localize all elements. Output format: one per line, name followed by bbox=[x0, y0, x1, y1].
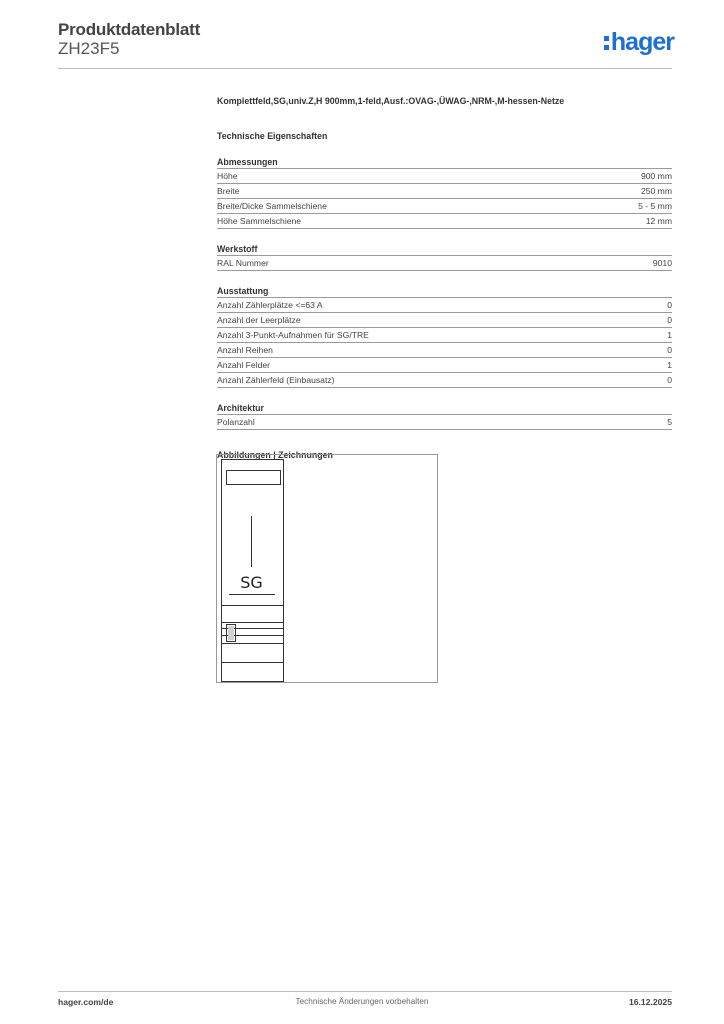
footer-notice: Technische Änderungen vorbehalten bbox=[295, 997, 429, 1006]
footer-date: 16.12.2025 bbox=[628, 997, 672, 1007]
row-label: Breite bbox=[217, 186, 240, 196]
drawing-label: SG bbox=[240, 573, 263, 592]
row-label: RAL Nummer bbox=[217, 258, 269, 268]
row-value: 250 mm bbox=[640, 186, 672, 196]
row-value: 12 mm bbox=[645, 216, 672, 226]
panel-drawing bbox=[217, 455, 439, 684]
footer-divider bbox=[58, 991, 672, 992]
row-label: Höhe Sammelschiene bbox=[217, 216, 302, 226]
table-row bbox=[217, 298, 672, 313]
product-drawing bbox=[216, 454, 438, 683]
row-label: Anzahl der Leerplätze bbox=[217, 315, 301, 325]
table-row bbox=[217, 328, 672, 343]
row-value: 0 bbox=[667, 345, 672, 355]
group-dimensions bbox=[217, 157, 672, 229]
group-title: Werkstoff bbox=[217, 244, 672, 256]
group-title: Ausstattung bbox=[217, 286, 672, 298]
page-title: Produktdatenblatt bbox=[58, 20, 201, 39]
row-value: 1 bbox=[667, 330, 672, 340]
group-equipment bbox=[217, 286, 672, 388]
logo-dots-icon bbox=[604, 34, 609, 52]
table-row bbox=[217, 199, 672, 214]
table-row bbox=[217, 313, 672, 328]
panel-outline bbox=[222, 460, 284, 682]
row-label: Höhe bbox=[217, 171, 238, 181]
property-groups bbox=[217, 157, 672, 430]
datasheet-content bbox=[217, 96, 672, 460]
row-value: 5 - 5 mm bbox=[638, 201, 672, 211]
row-label: Anzahl Reihen bbox=[217, 345, 273, 355]
footer-website-link[interactable]: hager.com/de bbox=[58, 997, 114, 1007]
top-label-slot bbox=[227, 471, 281, 485]
group-title: Abmessungen bbox=[217, 157, 672, 169]
group-material bbox=[217, 244, 672, 271]
table-row bbox=[217, 415, 672, 430]
product-description: Komplettfeld,SG,univ.Z,H 900mm,1-feld,Ausf.:OVAG-,ÜWAG-,NRM-,M-hessen-Netze bbox=[217, 96, 565, 106]
row-label: Polanzahl bbox=[217, 417, 255, 427]
table-row bbox=[217, 169, 672, 184]
row-value: 5 bbox=[667, 417, 672, 427]
row-value: 0 bbox=[667, 315, 672, 325]
row-value: 1 bbox=[667, 360, 672, 370]
row-value: 900 mm bbox=[640, 171, 672, 181]
table-row bbox=[217, 358, 672, 373]
group-architecture bbox=[217, 403, 672, 430]
table-row bbox=[217, 256, 672, 271]
row-label: Anzahl 3-Punkt-Aufnahmen für SG/TRE bbox=[217, 330, 369, 340]
row-label: Anzahl Zählerplätze <=63 A bbox=[217, 300, 323, 310]
group-title: Architektur bbox=[217, 403, 672, 415]
row-label: Anzahl Felder bbox=[217, 360, 271, 370]
technical-section-title: Technische Eigenschaften bbox=[217, 131, 328, 141]
table-row bbox=[217, 373, 672, 388]
table-row bbox=[217, 343, 672, 358]
row-value: 0 bbox=[667, 300, 672, 310]
row-label: Breite/Dicke Sammelschiene bbox=[217, 201, 327, 211]
header-divider bbox=[58, 68, 672, 69]
product-code: ZH23F5 bbox=[58, 39, 120, 58]
figures-title: Abbildungen | Zeichnungen bbox=[217, 450, 333, 460]
hager-logo[interactable] bbox=[604, 28, 674, 57]
table-row bbox=[217, 214, 672, 229]
row-value: 9010 bbox=[652, 258, 672, 268]
row-label: Anzahl Zählerfeld (Einbausatz) bbox=[217, 375, 335, 385]
logo-text: hager bbox=[610, 28, 674, 56]
table-row bbox=[217, 184, 672, 199]
row-value: 0 bbox=[667, 375, 672, 385]
terminal-fill bbox=[228, 626, 234, 640]
